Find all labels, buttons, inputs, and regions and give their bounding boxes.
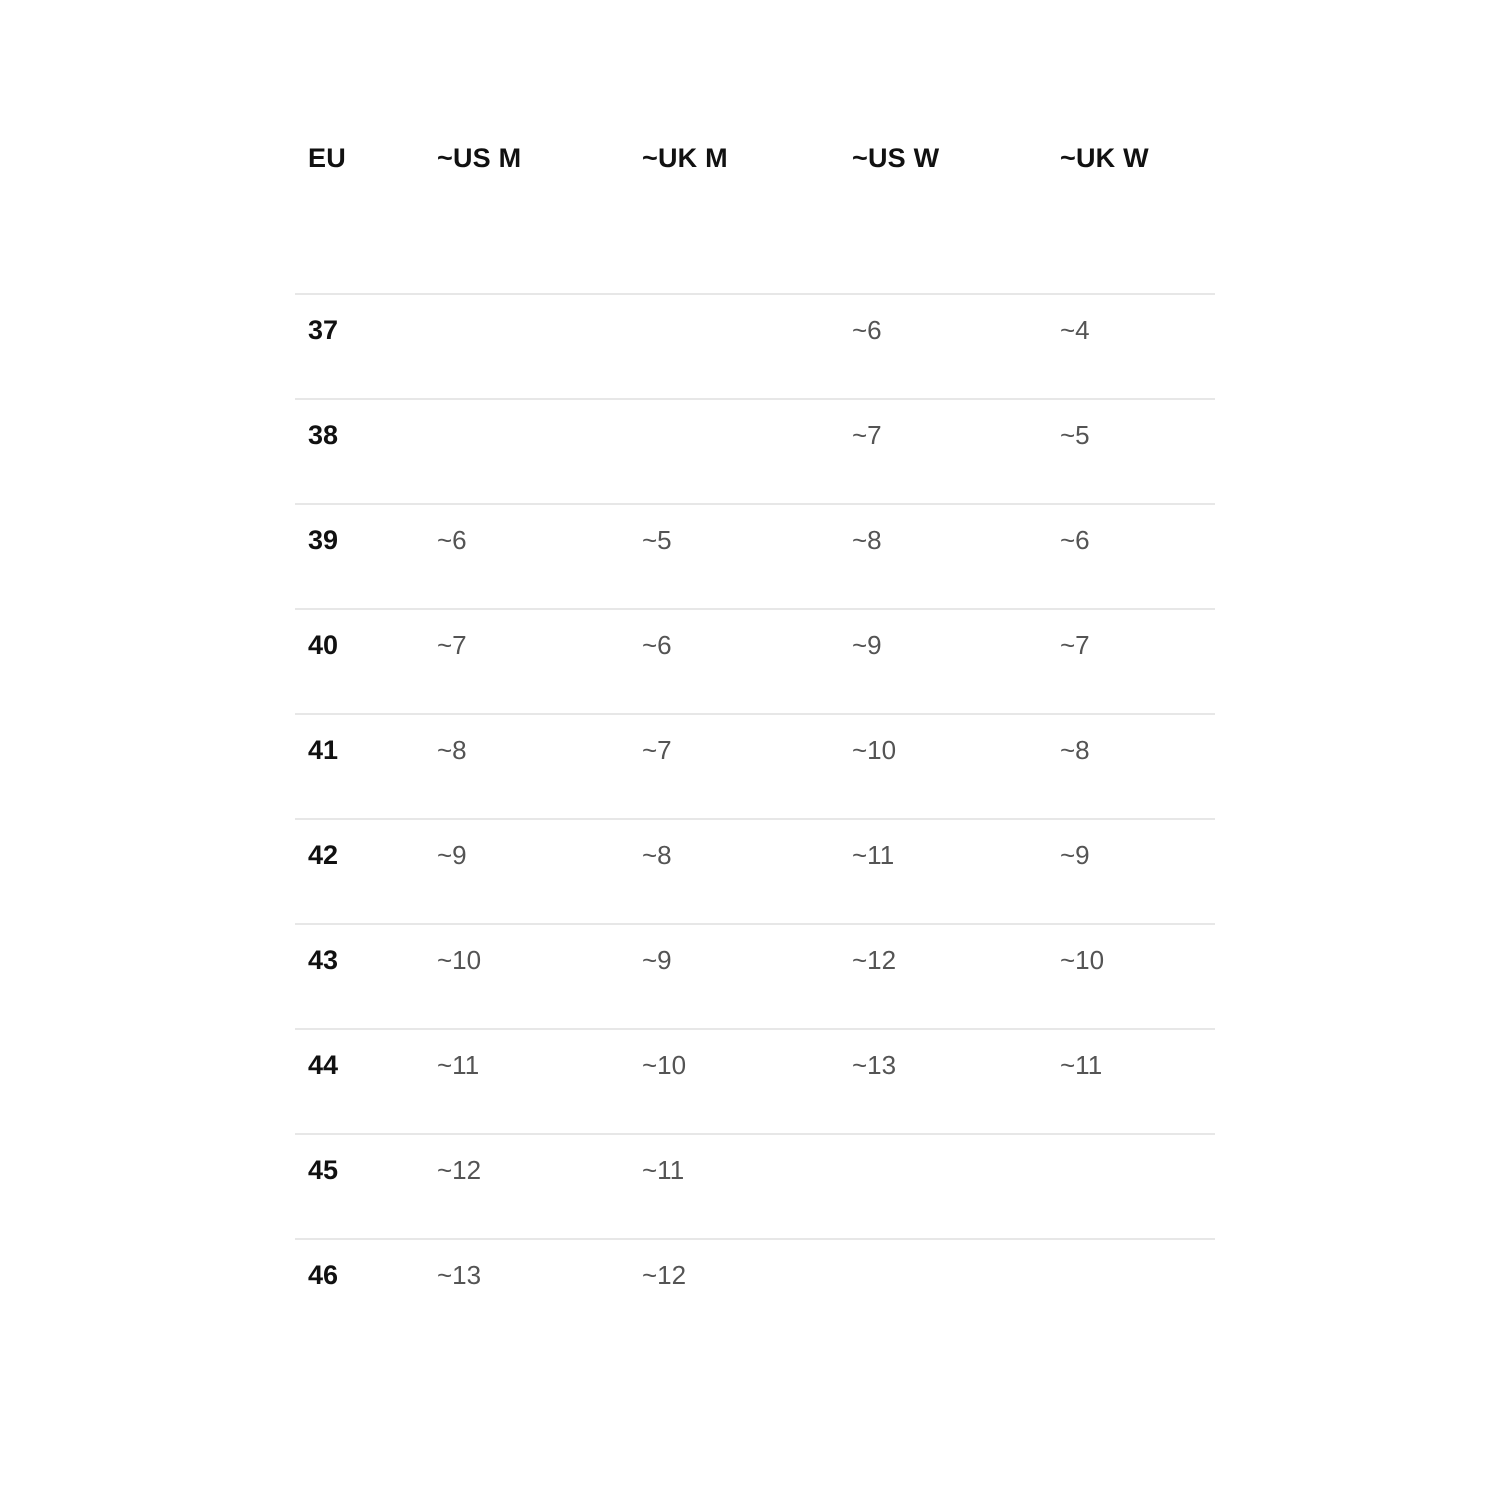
- table-row: [295, 1133, 1215, 1238]
- cell-us-m: ~8: [437, 735, 467, 765]
- table-row: [295, 503, 1215, 608]
- cell-uk-m: ~8: [642, 840, 672, 870]
- table-row: [295, 713, 1215, 818]
- row-label-eu-size: 43: [308, 945, 339, 975]
- cell-uk-w: ~4: [1060, 315, 1090, 345]
- cell-us-m: ~13: [437, 1260, 482, 1290]
- table-row: [295, 1028, 1215, 1133]
- table-row: [295, 818, 1215, 923]
- cell-uk-m: ~5: [642, 525, 672, 555]
- cell-uk-m: ~6: [642, 630, 672, 660]
- cell-uk-w: ~11: [1060, 1050, 1103, 1080]
- cell-us-m: ~11: [437, 1050, 480, 1080]
- cell-uk-m: ~7: [642, 735, 672, 765]
- cell-us-m: ~12: [437, 1155, 482, 1185]
- cell-uk-w: ~7: [1060, 630, 1090, 660]
- column-header-us-m: ~US M: [437, 143, 522, 173]
- cell-uk-w: ~5: [1060, 420, 1090, 450]
- table-row: [295, 1238, 1215, 1343]
- cell-us-m: ~6: [437, 525, 467, 555]
- cell-uk-w: ~6: [1060, 525, 1090, 555]
- cell-us-w: ~12: [852, 945, 897, 975]
- cell-us-w: ~13: [852, 1050, 897, 1080]
- column-header-eu: EU: [308, 143, 346, 173]
- row-label-eu-size: 44: [308, 1050, 339, 1080]
- column-header-uk-w: ~UK W: [1060, 143, 1149, 173]
- table-row: [295, 923, 1215, 1028]
- cell-us-w: ~6: [852, 315, 882, 345]
- cell-us-m: ~10: [437, 945, 482, 975]
- cell-us-w: ~11: [852, 840, 895, 870]
- cell-uk-m: ~9: [642, 945, 672, 975]
- cell-us-w: ~9: [852, 630, 882, 660]
- cell-uk-m: ~11: [642, 1155, 685, 1185]
- cell-us-m: ~9: [437, 840, 467, 870]
- cell-us-m: ~7: [437, 630, 467, 660]
- table-header-row: [295, 144, 1215, 293]
- cell-uk-w: ~10: [1060, 945, 1105, 975]
- cell-uk-w: ~9: [1060, 840, 1090, 870]
- cell-uk-w: ~8: [1060, 735, 1090, 765]
- row-label-eu-size: 37: [308, 315, 339, 345]
- row-label-eu-size: 46: [308, 1260, 339, 1290]
- row-label-eu-size: 45: [308, 1155, 339, 1185]
- cell-us-w: ~8: [852, 525, 882, 555]
- row-label-eu-size: 41: [308, 735, 339, 765]
- cell-us-w: ~10: [852, 735, 897, 765]
- row-label-eu-size: 42: [308, 840, 339, 870]
- table-row: [295, 293, 1215, 398]
- table-row: [295, 608, 1215, 713]
- cell-us-w: ~7: [852, 420, 882, 450]
- column-header-uk-m: ~UK M: [642, 143, 728, 173]
- row-label-eu-size: 40: [308, 630, 339, 660]
- row-label-eu-size: 38: [308, 420, 339, 450]
- table-row: [295, 398, 1215, 503]
- size-conversion-table: [295, 144, 1215, 1343]
- row-label-eu-size: 39: [308, 525, 339, 555]
- column-header-us-w: ~US W: [852, 143, 940, 173]
- cell-uk-m: ~10: [642, 1050, 687, 1080]
- cell-uk-m: ~12: [642, 1260, 687, 1290]
